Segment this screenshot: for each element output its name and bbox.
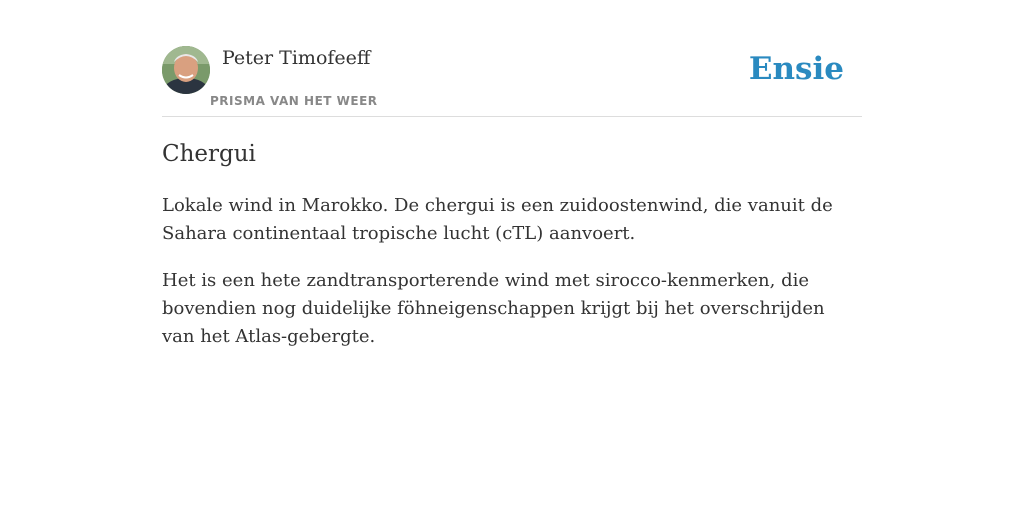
author-name[interactable]: Peter Timofeeff bbox=[222, 47, 371, 69]
article-body bbox=[162, 138, 862, 370]
author-avatar[interactable] bbox=[162, 46, 210, 94]
author-photo-icon bbox=[162, 46, 210, 94]
article-paragraph: Lokale wind in Marokko. De chergui is een zuidoostenwind, die vanuit de Sahara continentaal tropische lucht (cTL) aanvoert. bbox=[162, 195, 833, 244]
article-title: Chergui bbox=[162, 141, 256, 167]
author-subtitle[interactable]: PRISMA VAN HET WEER bbox=[210, 94, 378, 108]
article-paragraph: Het is een hete zandtransporterende wind met sirocco-kenmerken, die bovendien nog duidelijke föhneigenschappen krijgt bij het overschrijden van het Atlas-gebergte. bbox=[162, 270, 825, 347]
author-header bbox=[162, 46, 862, 117]
brand-logo[interactable]: Ensie bbox=[748, 51, 844, 87]
